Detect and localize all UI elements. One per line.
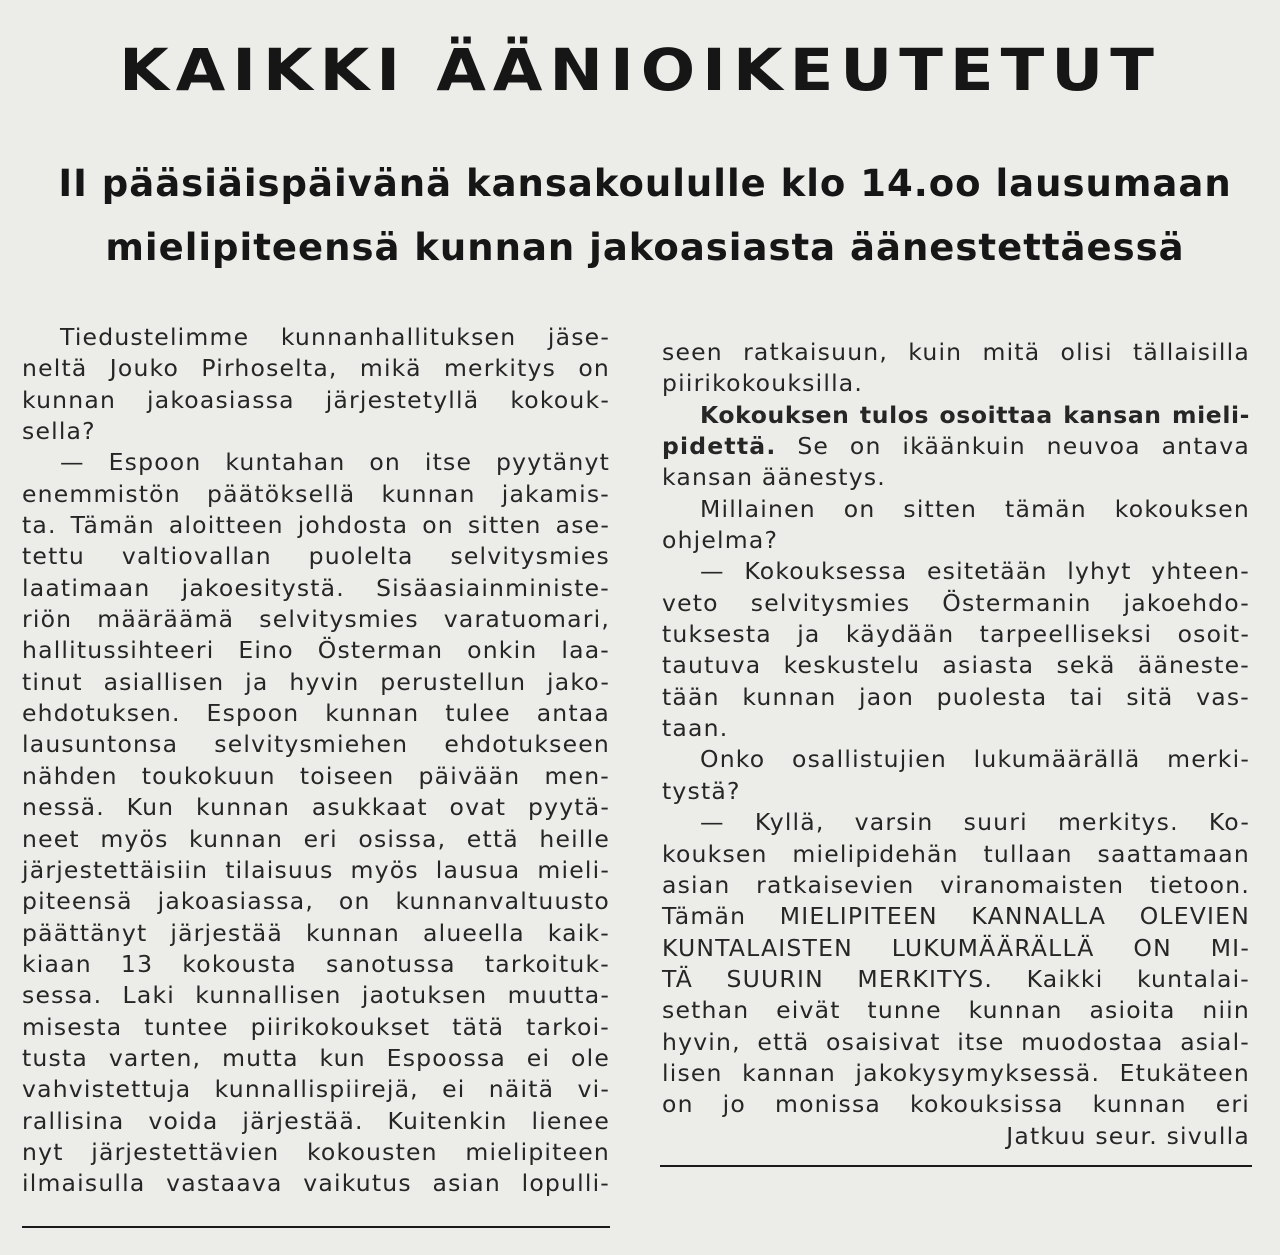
text-line: ta. Tämän aloitteen johdosta on sitten ase-: [22, 511, 610, 540]
right-column-rule: [660, 1165, 1252, 1167]
text-line: kunnan jakoasiassa järjestetyllä kokouk-: [22, 385, 610, 414]
text-line: nessä. Kun kunnan asukkaat ovat pyytä-: [22, 793, 610, 822]
text-line: ilmaisulla vastaava vaikutus asian lopulli-: [22, 1169, 610, 1198]
text-line: kouksen mielipidehän tullaan saattamaan: [662, 839, 1250, 868]
text-line: Tämän MIELIPITEEN KANNALLA OLEVIEN: [662, 902, 1250, 931]
text-line: ehdotuksen. Espoon kunnan tulee antaa: [22, 699, 610, 728]
text-line: tuksesta ja käydään tarpeelliseksi osoit-: [662, 620, 1250, 649]
text-line: kiaan 13 kokousta sanotussa tarkoituk-: [22, 949, 610, 978]
text-line: Millainen on sitten tämän kokouksen: [700, 494, 1250, 523]
text-line: enemmistön päätöksellä kunnan jakamis-: [22, 479, 610, 508]
left-column-rule: [22, 1226, 610, 1228]
text-line: neltä Jouko Pirhoselta, mikä merkitys on: [22, 354, 610, 383]
text-line: Tiedustelimme kunnanhallituksen jäse-: [60, 323, 610, 351]
subheadline-line-1: II pääsiäispäivänä kansakoululle klo 14.oo lausumaan: [58, 162, 1232, 205]
text-line: tettu valtiovallan puolelta selvitysmies: [22, 542, 610, 571]
text-line: sethan eivät tunne kunnan asioita niin: [662, 996, 1250, 1025]
text-line: tinut asiallisen ja hyvin perustellun jako-: [22, 667, 610, 696]
text-line: hallitussihteeri Eino Österman onkin laa-: [22, 636, 610, 665]
text-line: — Kokouksessa esitetään lyhyt yhteen-: [700, 557, 1250, 586]
text-line: vahvistettuja kunnallispiirejä, ei näitä vi-: [22, 1075, 610, 1104]
text-line: nyt järjestettävien kokousten mielipiteen: [22, 1137, 610, 1166]
text-line: — Espoon kuntahan on itse pyytänyt: [60, 448, 610, 477]
text-line: taan.: [662, 714, 729, 743]
text-line: ohjelma?: [662, 526, 779, 555]
text-line: tään kunnan jaon puolesta tai sitä vas-: [662, 682, 1250, 711]
text-line: lausuntonsa selvitysmiehen ehdotukseen: [22, 730, 610, 759]
text-line: rallisina voida järjestää. Kuitenkin lienee: [22, 1106, 610, 1135]
text-line: misesta tuntee piirikokoukset tätä tarkoi-: [22, 1012, 610, 1041]
text-line: hyvin, että osaisivat itse muodostaa asial-: [662, 1027, 1250, 1056]
text-line: tautuva keskustelu asiasta sekä ääneste-: [662, 651, 1250, 680]
bold-statement-end: pidettä.: [662, 432, 777, 461]
text-line: [662, 431, 1250, 462]
text-line: Onko osallistujien lukumäärällä merki-: [700, 745, 1250, 774]
text-line: sella?: [22, 417, 96, 446]
text-line: tystä?: [662, 776, 741, 805]
text-line: — Kyllä, varsin suuri merkitys. Ko-: [700, 808, 1250, 837]
continued-note: Jatkuu seur. sivulla: [1006, 1121, 1250, 1150]
text-line: on jo monissa kokouksissa kunnan eri: [662, 1090, 1250, 1119]
text-line: asian ratkaisevien viranomaisten tietoon.: [662, 870, 1250, 899]
bold-statement: Kokouksen tulos osoittaa kansan mieli-: [700, 400, 1250, 429]
text-line: piteensä jakoasiassa, on kunnanvaltuusto: [22, 887, 610, 916]
text-line: lisen kannan jakokysymyksessä. Etukäteen: [662, 1058, 1250, 1087]
subheadline-line-2: mielipiteensä kunnan jakoasiasta äänestettäessä: [105, 226, 1185, 269]
text-line: nähden toukokuun toiseen päivään men-: [22, 761, 610, 790]
text-line: veto selvitysmies Östermanin jakoehdo-: [662, 588, 1250, 617]
text-line: riön määräämä selvitysmies varatuomari,: [22, 605, 610, 634]
right-column: [662, 337, 1250, 1152]
text-fragment: Se on ikäänkuin neuvoa antava: [776, 432, 1250, 461]
left-column: [22, 322, 610, 1200]
text-line: järjestettäisiin tilaisuus myös lausua mieli-: [22, 855, 610, 884]
text-line: laatimaan jakoesitystä. Sisäasiainministe-: [22, 573, 610, 602]
text-line: seen ratkaisuun, kuin mitä olisi tällaisilla: [662, 338, 1250, 366]
headline: KAIKKI ÄÄNIOIKEUTETUT: [119, 37, 1161, 105]
text-line: neet myös kunnan eri osissa, että heille: [22, 824, 610, 853]
text-line: sessa. Laki kunnallisen jaotuksen muutta-: [22, 981, 610, 1010]
text-line: piirikokouksilla.: [662, 369, 864, 398]
text-line: TÄ SUURIN MERKITYS. Kaikki kuntalai-: [662, 964, 1250, 993]
text-line: päättänyt järjestää kunnan alueella kaik-: [22, 918, 610, 947]
text-line: tusta varten, mutta kun Espoossa ei ole: [22, 1043, 610, 1072]
text-line: KUNTALAISTEN LUKUMÄÄRÄLLÄ ON MI-: [662, 933, 1250, 962]
text-line: kansan äänestys.: [662, 463, 886, 492]
